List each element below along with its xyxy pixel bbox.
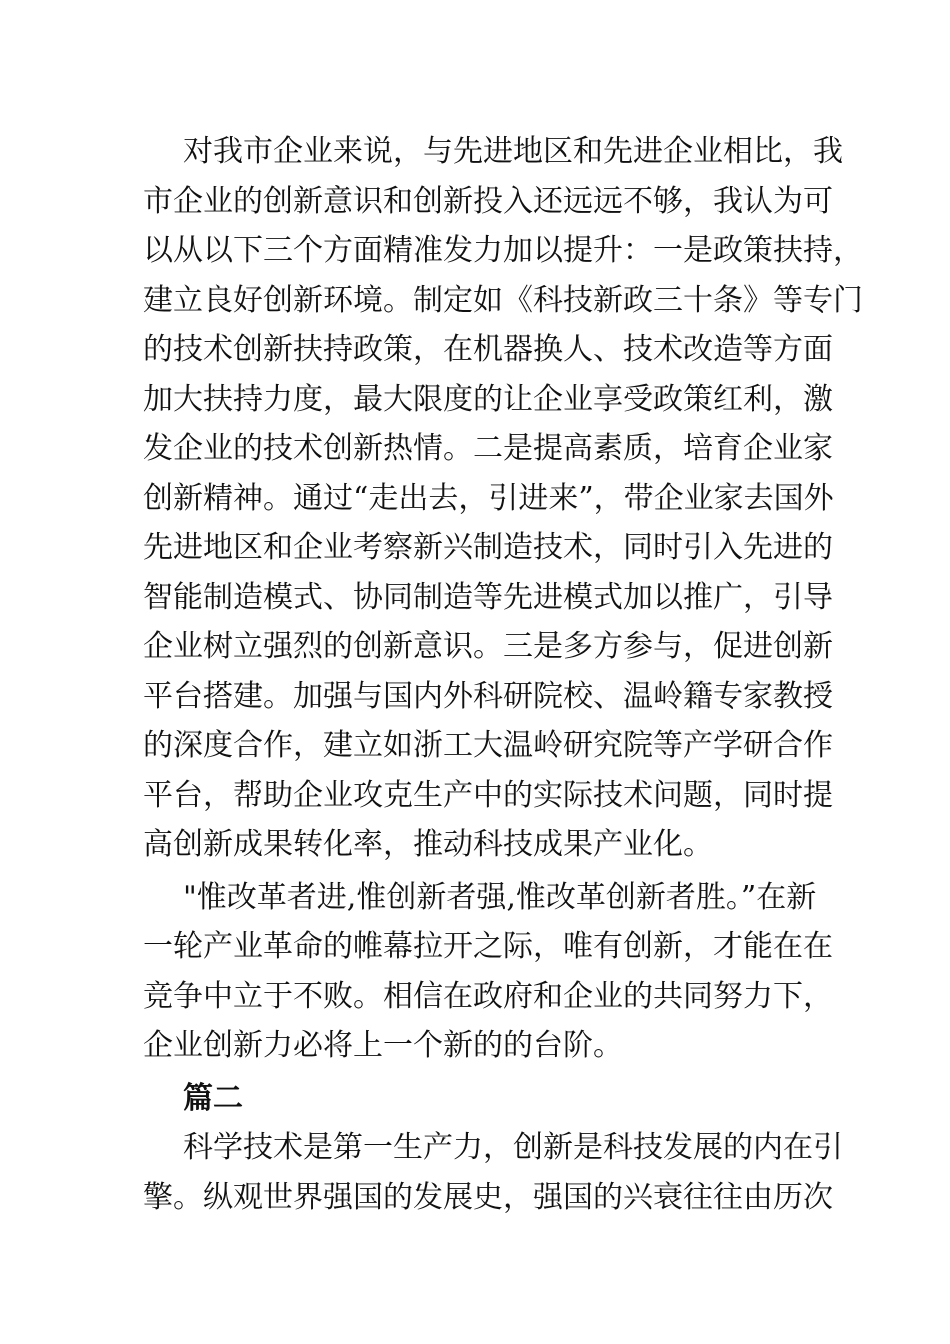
text-line: 科学技术是第一生产力，创新是科技发展的内在引 — [183, 1130, 843, 1165]
text-line: 平台搭建。加强与国内外科研院校、温岭籍专家教授 — [143, 678, 833, 714]
text-line: 的技术创新扶持政策，在机器换人、技术改造等方面 — [143, 332, 833, 367]
paragraph-science-technology — [143, 1123, 843, 1222]
text-line: "惟改革者进,惟创新者强,惟改革创新者胜。”在新 — [183, 879, 817, 915]
text-line: 加大扶持力度，最大限度的让企业享受政策红利，激 — [143, 381, 833, 417]
text-line: 创新精神。通过“走出去，引进来”，带企业家去国外 — [143, 480, 834, 516]
text-line: 一轮产业革命的帷幕拉开之际，唯有创新，才能在在 — [143, 929, 833, 964]
text-line: 擎。纵观世界强国的发展史，强国的兴衰往往由历次 — [143, 1179, 833, 1215]
text-line: 建立良好创新环境。制定如《科技新政三十条》等专门 — [143, 282, 863, 318]
text-line: 以从以下三个方面精准发力加以提升：一是政策扶持， — [143, 233, 863, 268]
paragraph-innovation-measures — [143, 127, 863, 870]
text-line: 发企业的技术创新热情。二是提高素质，培育企业家 — [143, 431, 833, 466]
document-body — [143, 127, 863, 1222]
text-line: 对我市企业来说，与先进地区和先进企业相比，我 — [183, 134, 843, 169]
section-heading: 篇二 — [183, 1080, 243, 1116]
text-line: 的深度合作，建立如浙工大温岭研究院等产学研合作 — [143, 728, 833, 763]
text-line: 平台，帮助企业攻克生产中的实际技术问题，同时提 — [143, 777, 833, 813]
text-line: 市企业的创新意识和创新投入还远远不够，我认为可 — [143, 183, 833, 219]
text-line: 企业树立强烈的创新意识。三是多方参与，促进创新 — [143, 629, 833, 664]
paragraph-reform-quote — [143, 873, 833, 1071]
text-line: 智能制造模式、协同制造等先进模式加以推广，引导 — [143, 579, 833, 615]
text-line: 企业创新力必将上一个新的的台阶。 — [143, 1028, 623, 1063]
text-line: 先进地区和企业考察新兴制造技术，同时引入先进的 — [143, 530, 833, 565]
text-line: 竞争中立于不败。相信在政府和企业的共同努力下， — [143, 978, 833, 1014]
text-line: 高创新成果转化率，推动科技成果产业化。 — [143, 827, 713, 862]
